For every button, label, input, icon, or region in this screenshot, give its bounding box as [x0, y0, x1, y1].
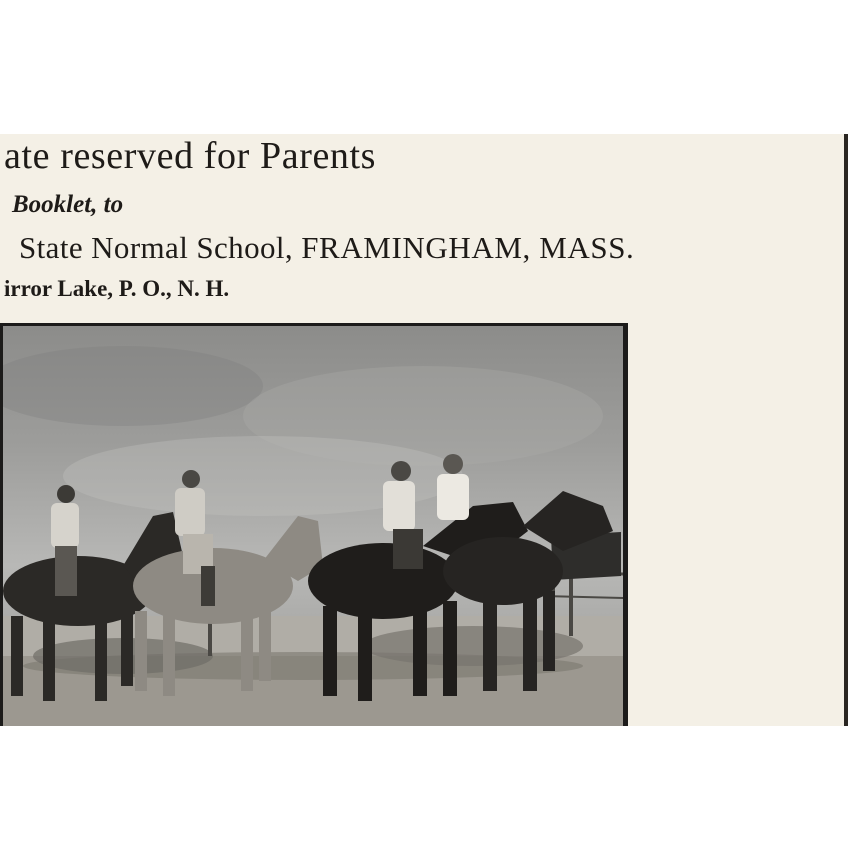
horse-riders-photo: [3, 326, 623, 726]
school-address-text: [19, 230, 634, 266]
post-office-text: irror Lake, P. O., N. H.: [4, 276, 230, 301]
photo-frame: [0, 323, 628, 726]
horse-riders-illustration: [3, 326, 623, 726]
booklet-text: Booklet, to: [12, 191, 124, 218]
school-name: State Normal School,: [19, 230, 302, 265]
school-town: FRAMINGHAM, MASS.: [301, 230, 635, 265]
headline-text: ate reserved for Parents: [4, 135, 377, 177]
clipping-edge: [844, 134, 848, 726]
advertisement-clipping: [0, 134, 844, 726]
